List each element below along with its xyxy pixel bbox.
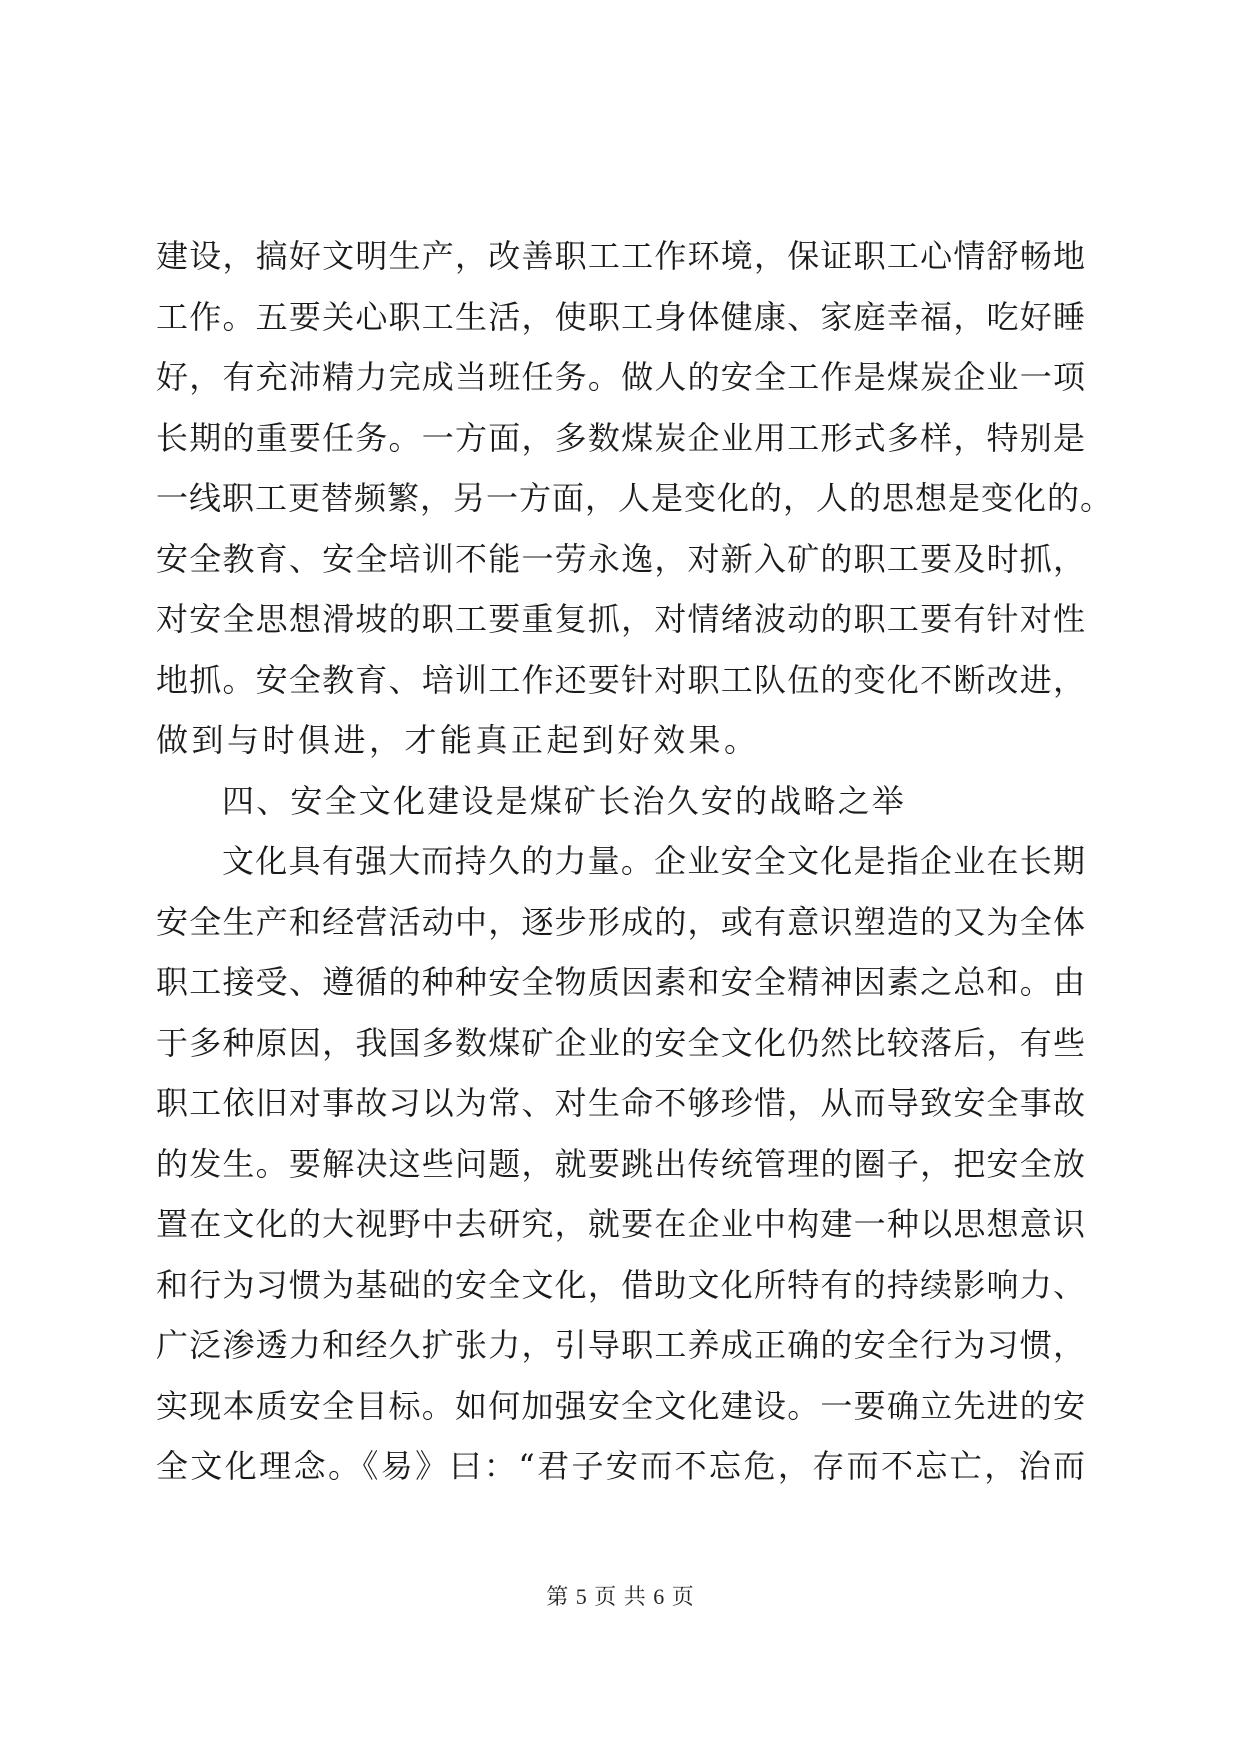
text-line: 文化具有强大而持久的力量。企业安全文化是指企业在长期 [222,842,1086,880]
text-line: 职工接受、遵循的种种安全物质因素和安全精神因素之总和。由 [156,963,1086,1001]
text-line: 安全教育、安全培训不能一劳永逸，对新入矿的职工要及时抓， [156,539,1086,578]
text-line: 安全生产和经营活动中，逐步形成的，或有意识塑造的又为全体 [156,902,1086,941]
text-line: 长期的重要任务。一方面，多数煤炭企业用工形式多样，特别是 [156,418,1086,457]
text-line: 做到与时俱进，才能真正起到好效果。 [156,721,760,759]
text-line: 对安全思想滑坡的职工要重复抓，对情绪波动的职工要有针对性 [156,600,1086,638]
text-line: 实现本质安全目标。如何加强安全文化建设。一要确立先进的安 [156,1386,1086,1425]
section-heading: 四、安全文化建设是煤矿长治久安的战略之举 [222,781,907,820]
text-line: 和行为习惯为基础的安全文化，借助文化所特有的持续影响力、 [156,1265,1086,1304]
text-line: 职工依旧对事故习以为常、对生命不够珍惜，从而导致安全事故 [156,1084,1086,1122]
text-line: 全文化理念。《易》曰：“君子安而不忘危，存而不忘亡，治而 [156,1447,1086,1485]
text-line: 于多种原因，我国多数煤矿企业的安全文化仍然比较落后，有些 [156,1023,1086,1062]
text-line: 建设，搞好文明生产，改善职工工作环境，保证职工心情舒畅地 [156,237,1086,275]
text-line: 置在文化的大视野中去研究，就要在企业中构建一种以思想意识 [156,1205,1086,1243]
text-line: 广泛渗透力和经久扩张力，引导职工养成正确的安全行为习惯， [156,1326,1086,1364]
text-line: 地抓。安全教育、培训工作还要针对职工队伍的变化不断改进， [156,660,1086,699]
page-number-footer: 第 5 页 共 6 页 [546,1584,695,1609]
document-body [156,226,1114,1497]
text-line: 一线职工更替频繁，另一方面，人是变化的，人的思想是变化的。 [156,479,1114,517]
text-line: 的发生。要解决这些问题，就要跳出传统管理的圈子，把安全放 [156,1144,1086,1183]
text-line: 好，有充沛精力完成当班任务。做人的安全工作是煤炭企业一项 [156,358,1086,396]
text-line: 工作。五要关心职工生活，使职工身体健康、家庭幸福，吃好睡 [156,297,1086,336]
